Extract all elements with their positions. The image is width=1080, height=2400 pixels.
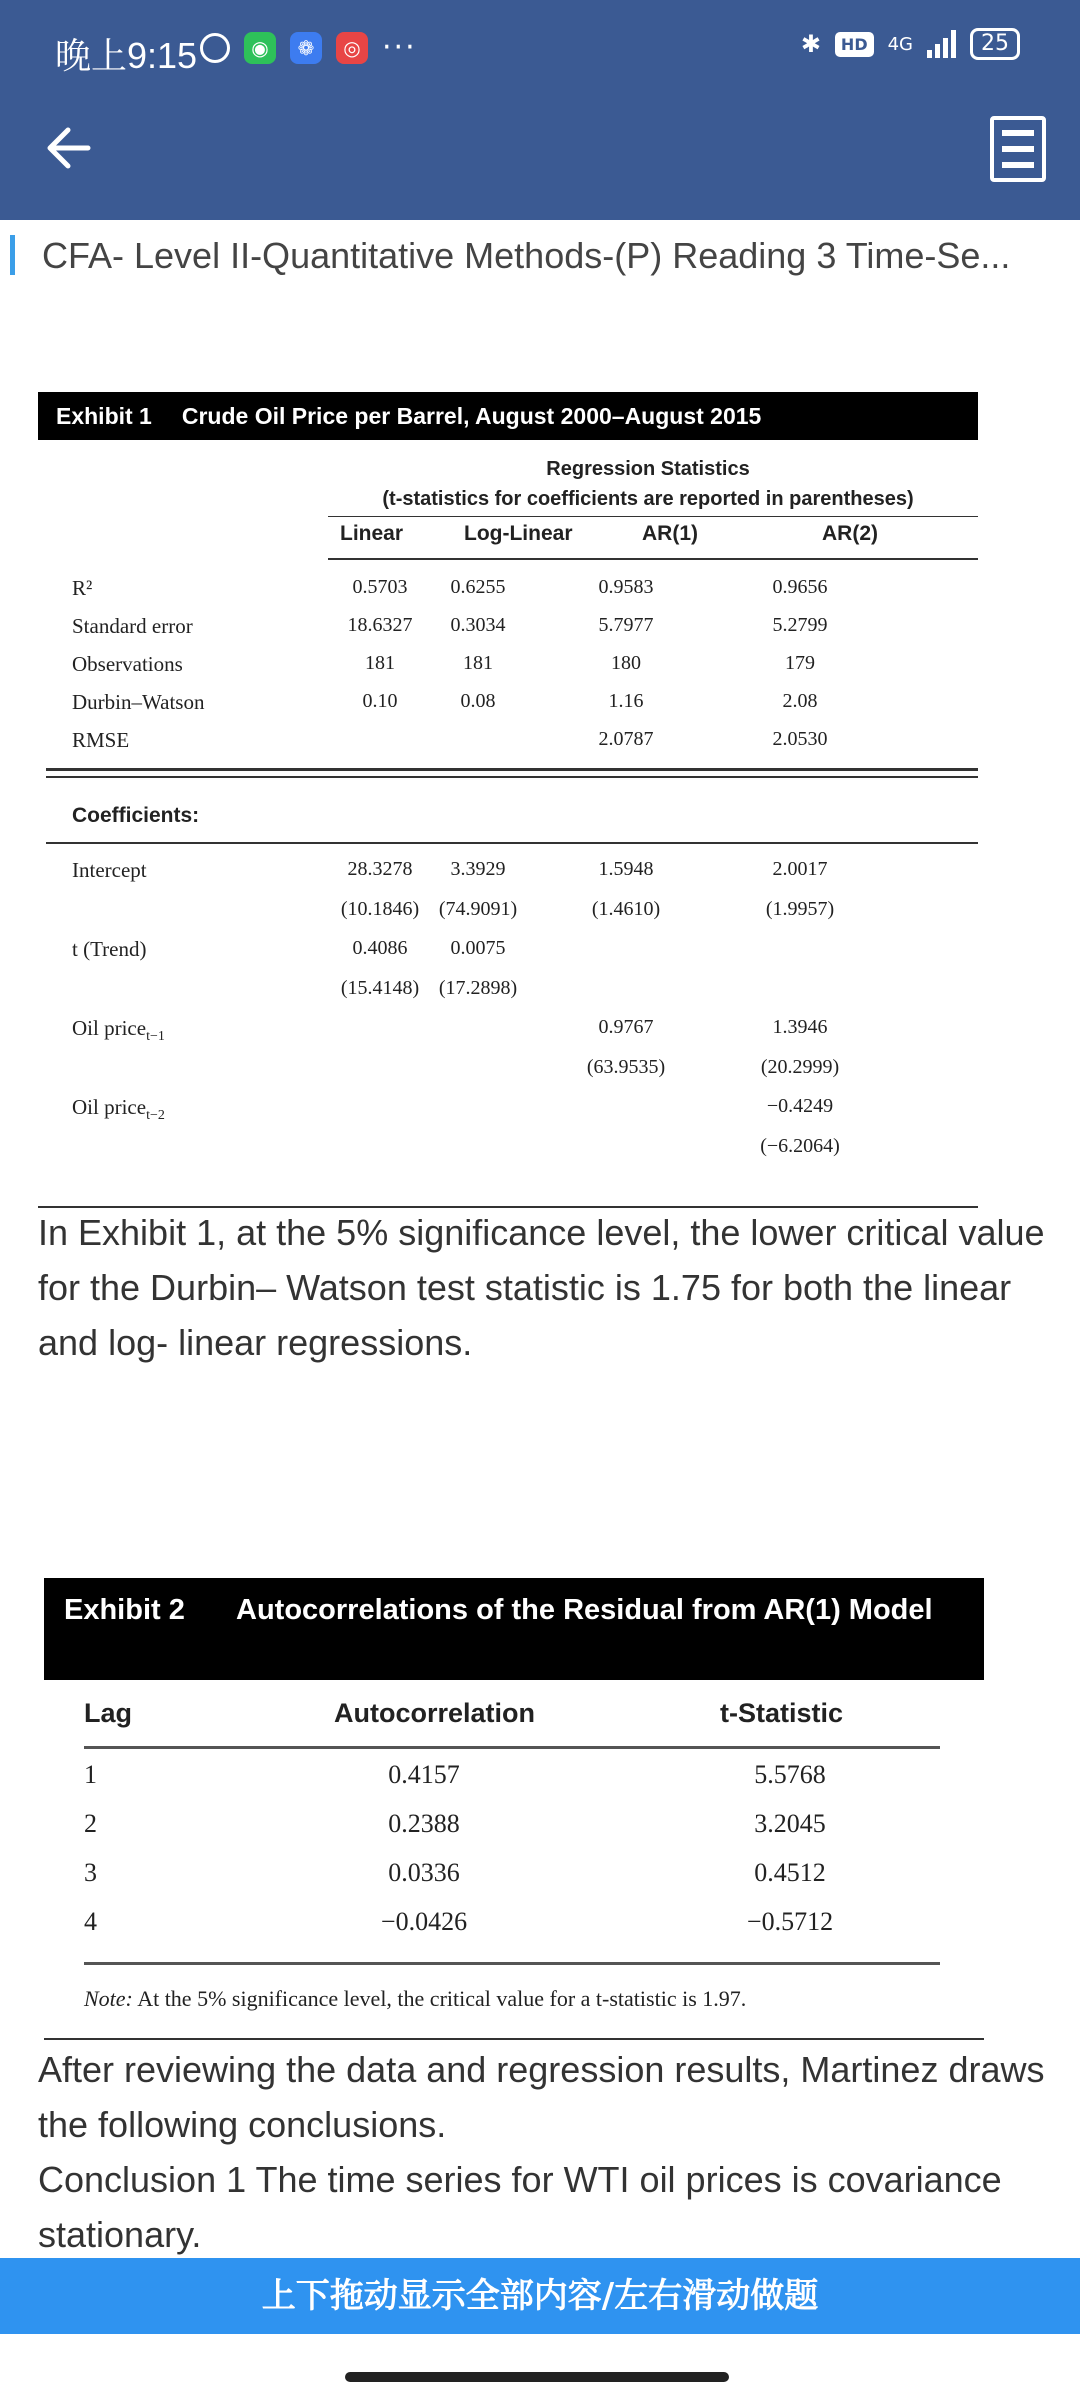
coef-cell: (74.9091) — [438, 898, 518, 920]
weibo-icon: ◎ — [336, 32, 368, 64]
status-bar — [0, 0, 1080, 100]
coef-cell: 0.4086 — [352, 937, 408, 959]
stat-cell: 0.3034 — [450, 614, 506, 636]
page-title: CFA- Level II-Quantitative Methods-(P) Reading 3 Time-Se... — [42, 235, 1011, 276]
exhibit2-header — [44, 1578, 984, 1680]
coef-cell: 2.0017 — [772, 858, 828, 880]
col-ar2: AR(2) — [822, 522, 878, 545]
stat-cell: 0.9656 — [772, 576, 828, 598]
stat-cell: 5.2799 — [772, 614, 828, 636]
network-label: 4G — [887, 33, 913, 55]
autocorr-autocorrelation-cell: 0.2388 — [388, 1809, 460, 1838]
exhibit1-header — [38, 392, 978, 440]
divider — [328, 558, 978, 560]
home-indicator[interactable] — [345, 2372, 729, 2382]
coef-cell: (15.4148) — [340, 977, 420, 999]
stats-title: Regression Statistics — [546, 458, 750, 480]
autocorr-t-cell: 3.2045 — [754, 1809, 826, 1838]
stat-cell: 18.6327 — [347, 614, 413, 636]
exhibit1-image — [38, 392, 988, 1210]
coef-cell: 1.5948 — [598, 858, 654, 880]
question-list-button[interactable] — [990, 116, 1046, 182]
notification-icons — [200, 30, 417, 65]
coef-cell: −0.4249 — [766, 1095, 834, 1117]
autocorr-autocorrelation-cell: 0.0336 — [388, 1858, 460, 1887]
exhibit2-note: Note: At the 5% significance level, the critical value for a t-statistic is 1.97. — [84, 1986, 747, 2011]
system-icons — [801, 28, 1020, 60]
stat-row-label: R² — [72, 576, 93, 600]
coefficients-label: Coefficients: — [72, 804, 200, 827]
stat-cell: 0.5703 — [352, 576, 408, 598]
coef-row-label: Oil price$_{t-1}$ — [72, 1016, 165, 1045]
coef-cell: (20.2999) — [760, 1056, 840, 1078]
stat-row-label: RMSE — [72, 728, 130, 752]
coef-cell: 0.9767 — [598, 1016, 654, 1038]
baidu-icon: ❁ — [290, 32, 322, 64]
autocorr-lag-cell: 3 — [84, 1858, 97, 1887]
stat-cell: 0.08 — [460, 690, 496, 712]
title-accent-bar — [10, 235, 15, 275]
back-arrow-icon[interactable] — [40, 118, 100, 178]
gesture-area — [0, 2334, 1080, 2400]
coef-row-label: Oil price$_{t-2}$ — [72, 1095, 165, 1124]
app-header — [0, 0, 1080, 220]
stat-cell: 181 — [463, 652, 493, 674]
exhibit1-stats-heading — [328, 454, 968, 514]
col-log-linear: Log-Linear — [464, 522, 573, 545]
stat-row-label: Standard error — [72, 614, 193, 638]
coef-row-label: t (Trend) — [72, 937, 147, 961]
divider — [46, 768, 978, 771]
coef-cell: (10.1846) — [340, 898, 420, 920]
col-ar1: AR(1) — [642, 522, 698, 545]
exhibit2-title: Autocorrelations of the Residual from AR(1) Model — [236, 1594, 933, 1626]
status-time: 晚上9:15 — [55, 35, 198, 76]
stat-cell: 2.08 — [782, 690, 818, 712]
more-notifications-icon: ··· — [382, 30, 417, 65]
coef-row-label: Intercept — [72, 858, 147, 882]
divider — [84, 1746, 940, 1749]
paragraph-conclusion-1: Conclusion 1 The time series for WTI oil prices is covariance stationary. — [38, 2159, 1002, 2255]
coef-cell: (1.9957) — [765, 898, 835, 920]
col-t-statistic: t-Statistic — [720, 1698, 844, 1728]
divider — [46, 842, 978, 844]
question-title-bar — [0, 225, 1080, 291]
divider — [44, 2038, 984, 2040]
divider — [328, 516, 978, 517]
exhibit2-image — [44, 1578, 984, 2040]
coef-cell: (17.2898) — [438, 977, 518, 999]
bluetooth-icon: ✱ — [800, 30, 821, 58]
divider — [84, 1962, 940, 1965]
stat-cell: 2.0530 — [772, 728, 828, 750]
col-autocorrelation: Autocorrelation — [334, 1698, 536, 1728]
stat-cell: 1.16 — [608, 690, 644, 712]
stat-cell: 179 — [785, 652, 815, 674]
coef-cell: (−6.2064) — [760, 1135, 840, 1157]
col-linear: Linear — [340, 522, 404, 545]
swipe-hint-bar[interactable]: 上下拖动显示全部内容/左右滑动做题 — [0, 2258, 1080, 2334]
col-lag: Lag — [84, 1698, 133, 1728]
stat-cell: 180 — [611, 652, 641, 674]
hd-icon: HD — [835, 32, 874, 57]
wechat-icon: ◉ — [244, 32, 276, 64]
autocorr-autocorrelation-cell: 0.4157 — [388, 1760, 460, 1789]
stat-cell: 0.9583 — [598, 576, 654, 598]
paragraph-durbin-watson: In Exhibit 1, at the 5% significance level, the lower critical value for the Durbin– Watson test statistic is 1.75 for both the linear and log- linear regressions. — [38, 1212, 1045, 1363]
stat-cell: 0.6255 — [450, 576, 506, 598]
autocorr-t-cell: 0.4512 — [754, 1858, 826, 1887]
autocorr-lag-cell: 2 — [84, 1809, 97, 1838]
exhibit2-number: Exhibit 2 — [64, 1594, 185, 1626]
autocorr-autocorrelation-cell: −0.0426 — [380, 1907, 468, 1936]
coef-cell: 0.0075 — [450, 937, 506, 959]
coef-cell: (63.9535) — [586, 1056, 666, 1078]
stat-cell: 5.7977 — [598, 614, 654, 636]
exhibit1-number: Exhibit 1 — [56, 403, 152, 429]
coef-cell: (1.4610) — [591, 898, 661, 920]
stat-row-label: Durbin–Watson — [72, 690, 205, 714]
coef-cell: 3.3929 — [450, 858, 506, 880]
coef-cell: 1.3946 — [772, 1016, 828, 1038]
paragraph-conclusions-intro: After reviewing the data and regression results, Martinez draws the following conclusions. — [38, 2049, 1045, 2145]
stat-row-label: Observations — [72, 652, 183, 676]
autocorr-t-cell: −0.5712 — [746, 1907, 834, 1936]
stat-cell: 181 — [365, 652, 395, 674]
battery-icon: 25 — [970, 28, 1020, 60]
alarm-icon — [200, 33, 230, 63]
stats-subtitle: (t-statistics for coefficients are reported in parentheses) — [382, 488, 914, 510]
stat-cell: 0.10 — [362, 690, 398, 712]
autocorr-t-cell: 5.5768 — [754, 1760, 826, 1789]
coef-cell: 28.3278 — [347, 858, 413, 880]
exhibit1-title: Crude Oil Price per Barrel, August 2000–August 2015 — [181, 403, 762, 429]
divider — [46, 776, 978, 778]
stat-cell: 2.0787 — [598, 728, 654, 750]
autocorr-lag-cell: 1 — [84, 1760, 97, 1789]
signal-icon — [927, 30, 956, 58]
autocorr-lag-cell: 4 — [84, 1907, 97, 1936]
